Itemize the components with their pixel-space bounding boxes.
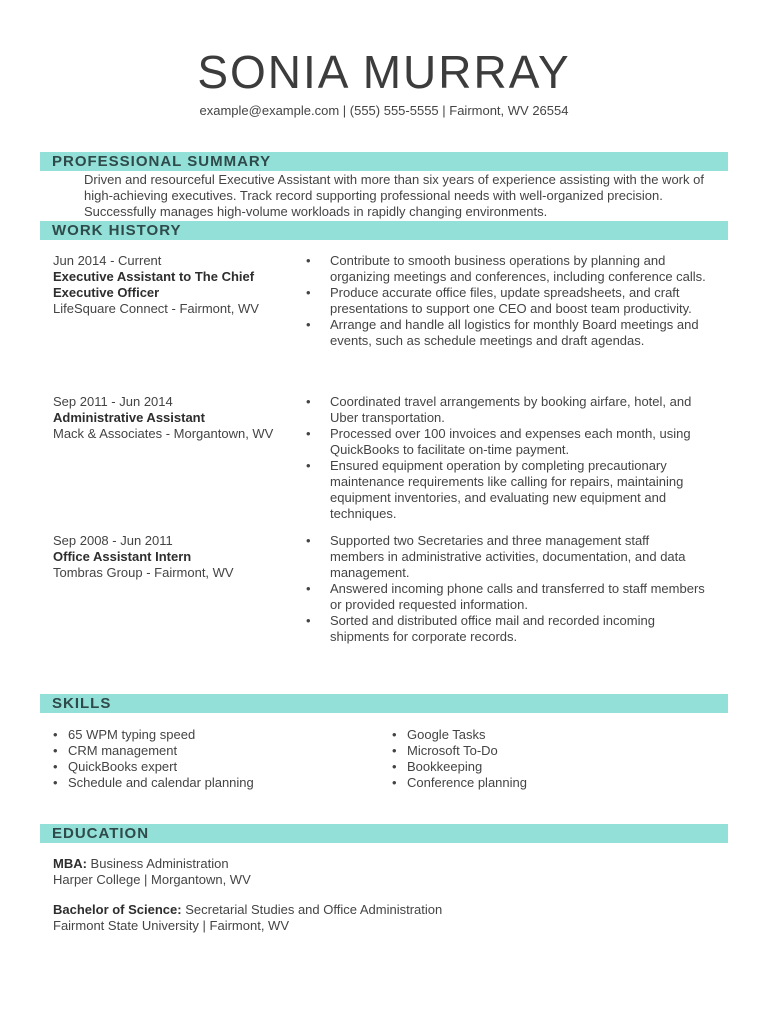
job-dates: Jun 2014 - Current [53, 253, 162, 268]
degree-field: Business Administration [86, 856, 229, 871]
job-title: Executive Assistant to The Chief Executive Officer [53, 269, 255, 300]
job-bullet: • Arrange and handle all logistics for monthly Board meetings and events, such as schedule meetings and draft agendas. [306, 317, 706, 349]
section-title-skills: SKILLS [52, 695, 112, 712]
candidate-name: SONIA MURRAY [197, 46, 571, 98]
job-entry [53, 253, 283, 317]
job-dates: Sep 2011 - Jun 2014 [53, 394, 173, 409]
job-company: Mack & Associates - Morgantown, WV [53, 426, 274, 441]
section-title-work-history: WORK HISTORY [52, 222, 182, 239]
section-bar-work-history [40, 221, 728, 240]
job-bullet: • Ensured equipment operation by completing precautionary maintenance requirements like calling for repairs, maintaining equipment inventories, and evaluating new equipment and techniques. [306, 458, 706, 522]
job-entry [53, 394, 283, 442]
job-bullets [306, 394, 706, 522]
degree-field: Secretarial Studies and Office Administration [181, 902, 443, 917]
job-title: Administrative Assistant [53, 410, 205, 425]
skill-item: • QuickBooks expert [53, 759, 353, 775]
section-title-education: EDUCATION [52, 825, 150, 842]
skill-item: • CRM management [53, 743, 353, 759]
section-bar-education [40, 824, 728, 843]
skill-item: • Bookkeeping [392, 759, 692, 775]
job-bullet: • Sorted and distributed office mail and recorded incoming shipments for corporate records. [306, 613, 706, 645]
job-bullet: • Produce accurate office files, update spreadsheets, and craft presentations to support one CEO and boost team productivity. [306, 285, 706, 317]
education-entry [53, 902, 442, 934]
degree-name: Bachelor of Science: [53, 902, 182, 917]
degree-name: MBA: [53, 856, 87, 871]
job-dates: Sep 2008 - Jun 2011 [53, 533, 173, 548]
section-bar-skills [40, 694, 728, 713]
school-line: Harper College | Morgantown, WV [53, 872, 251, 887]
school-line: Fairmont State University | Fairmont, WV [53, 918, 289, 933]
skill-item: • Schedule and calendar planning [53, 775, 353, 791]
job-entry [53, 533, 283, 581]
job-bullet: • Supported two Secretaries and three management staff members in administrative activities, documentation, and data management. [306, 533, 706, 581]
section-bar-summary [40, 152, 728, 171]
education-entry [53, 856, 251, 888]
job-title: Office Assistant Intern [53, 549, 192, 564]
skill-item: • Conference planning [392, 775, 692, 791]
skills-list-right [392, 727, 692, 791]
job-bullets [306, 253, 706, 349]
contact-line: example@example.com | (555) 555-5555 | Fairmont, WV 26554 [199, 103, 569, 118]
job-bullet: • Contribute to smooth business operations by planning and organizing meetings and conferences, including conference calls. [306, 253, 706, 285]
job-bullet: • Coordinated travel arrangements by booking airfare, hotel, and Uber transportation. [306, 394, 706, 426]
job-bullet: • Processed over 100 invoices and expenses each month, using QuickBooks to facilitate on-time payment. [306, 426, 706, 458]
skill-item: • 65 WPM typing speed [53, 727, 353, 743]
job-bullets [306, 533, 706, 645]
job-company: Tombras Group - Fairmont, WV [53, 565, 234, 580]
summary-text: Driven and resourceful Executive Assistant with more than six years of experience assisting with the work of high-achieving executives. Track record supporting professional needs with well-organized precision. Successfully manages high-volume workloads in rapidly changing environments. [84, 172, 704, 219]
section-title-summary: PROFESSIONAL SUMMARY [52, 153, 272, 170]
skill-item: • Google Tasks [392, 727, 692, 743]
skill-item: • Microsoft To-Do [392, 743, 692, 759]
job-bullet: • Answered incoming phone calls and transferred to staff members or provided requested information. [306, 581, 706, 613]
skills-list-left [53, 727, 353, 791]
job-company: LifeSquare Connect - Fairmont, WV [53, 301, 259, 316]
